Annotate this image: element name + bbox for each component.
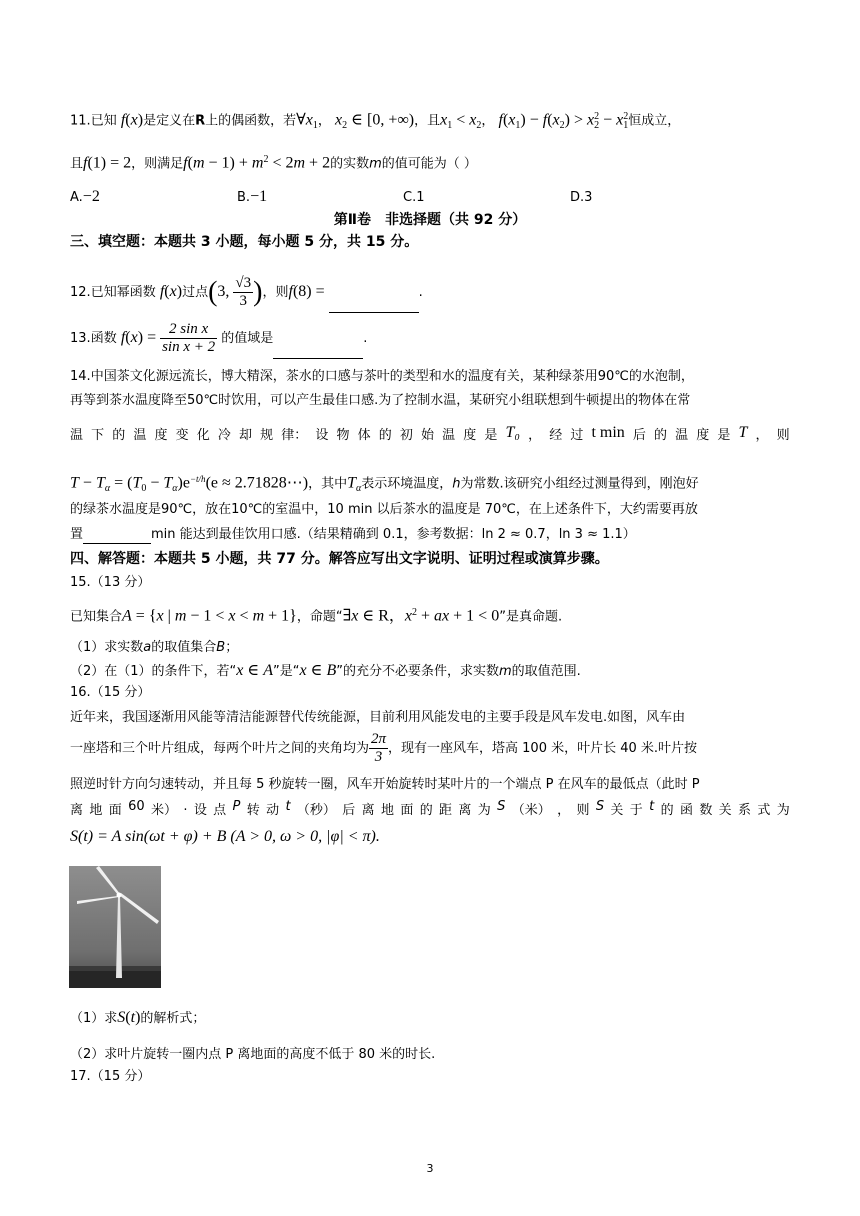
q14-line4 — [70, 470, 699, 498]
math: ) = — [137, 329, 161, 346]
text: ，命题“ — [296, 609, 343, 625]
math: ( — [187, 154, 193, 172]
text: 置 — [70, 527, 84, 542]
option-label: D. — [570, 190, 585, 205]
math: 1 — [515, 119, 521, 131]
question-number: 14. — [70, 369, 91, 384]
math: ( — [208, 276, 218, 308]
text: （1）求 — [70, 1011, 118, 1026]
text: 的实数 — [330, 156, 370, 172]
text-fragment: T₀ — [505, 424, 520, 441]
text-fragment: 始 — [421, 428, 435, 443]
math: 0 — [141, 482, 147, 494]
text: ，则满足 — [131, 156, 184, 172]
fraction: $\frac{√3}{3}$ — [235, 275, 252, 309]
q14-line1 — [70, 368, 694, 386]
wind-turbine-photo — [69, 866, 161, 988]
text: B — [216, 640, 226, 655]
text-fragment: 函 — [679, 803, 693, 818]
text: 表示环境温度， — [361, 476, 453, 492]
text-fragment: P — [232, 799, 241, 814]
text-fragment: 则 — [576, 803, 590, 818]
text-fragment: 后 — [342, 803, 356, 818]
option-b — [237, 188, 267, 206]
answer-blank[interactable] — [329, 298, 419, 313]
text-fragment: 式 — [757, 803, 771, 818]
math: ( — [547, 111, 553, 129]
math: 2 — [342, 119, 348, 131]
answer-blank[interactable] — [83, 529, 151, 544]
math: ) — [135, 1009, 141, 1026]
math: + — [417, 607, 435, 625]
math: x — [228, 607, 236, 625]
text-fragment: 关 — [718, 803, 732, 818]
text: 是定义在 — [143, 113, 196, 129]
text-fragment: 温 — [442, 428, 456, 443]
text: 的解析式； — [140, 1011, 206, 1026]
text-fragment: 的 — [112, 428, 126, 443]
text-fragment: 的 — [660, 803, 674, 818]
math: x — [169, 283, 177, 300]
text: 函数 — [90, 331, 117, 346]
math: − — [146, 474, 164, 492]
math: α — [104, 482, 111, 494]
text-fragment: 温 — [675, 428, 689, 443]
math: B — [326, 662, 337, 679]
text-fragment: . — [183, 799, 188, 814]
text: min 能达到最佳饮用口感.（结果精确到 0.1，参考数据：ln 2 ≈ 0.7，ln 3 ≈ 1.1） — [151, 527, 636, 542]
text-fragment: 动 — [266, 803, 280, 818]
math: ) — [137, 111, 144, 129]
text: 的值可能为（ ） — [381, 156, 477, 172]
q16-part1 — [70, 1009, 205, 1028]
option-d — [570, 190, 592, 205]
q16-line1: 近年来，我国逐渐用风能等清洁能源替代传统能源，目前利用风能发电的主要手段是风车发电.如图，风车由 — [70, 710, 686, 725]
text: ”的充分不必要条件，求实数 — [336, 664, 499, 679]
math: ∈ — [243, 662, 264, 679]
text-fragment: 点 — [213, 803, 227, 818]
math: ∈ R， — [358, 607, 405, 625]
math: α — [172, 482, 178, 494]
question-number: 13. — [70, 331, 91, 346]
text-fragment: t min — [591, 424, 625, 441]
math: ∈ [0, +∞) — [347, 111, 415, 129]
q12 — [70, 272, 423, 313]
math: ∈ — [306, 662, 327, 679]
text: （1）求实数 — [70, 640, 144, 655]
q15-part2 — [70, 662, 581, 681]
text-fragment: 60 — [128, 799, 145, 814]
math: − — [599, 111, 617, 129]
math: m — [192, 154, 205, 172]
q16-formula: S(t) = A sin(ωt + φ) + B (A > 0, ω > 0, |φ| < π). — [70, 828, 380, 845]
text: 且 — [70, 156, 84, 172]
math: x — [335, 111, 343, 129]
text-fragment: 冷 — [217, 428, 231, 443]
text-fragment: 度 — [463, 428, 477, 443]
math: + 2 — [305, 154, 331, 172]
option-a — [70, 188, 100, 206]
question-number: 12. — [70, 285, 91, 300]
text-fragment: 过 — [570, 428, 584, 443]
math: x — [404, 607, 413, 625]
section-heading: 四、解答题：本题共 5 小题，共 77 分。解答应写出文字说明、证明过程或演算步骤。 — [70, 551, 609, 567]
text: a — [143, 640, 152, 655]
text-fragment: 规 — [260, 428, 274, 443]
math-fx: f — [120, 111, 126, 129]
math: T — [95, 474, 105, 492]
text: . — [363, 331, 368, 346]
math: T — [347, 474, 357, 492]
question-number: 11. — [70, 113, 91, 129]
math: 1 — [312, 119, 318, 131]
text-fragment: 却 — [239, 428, 253, 443]
text: 的取值范围. — [511, 664, 581, 679]
math: t — [130, 1009, 136, 1026]
math: < — [452, 111, 470, 129]
math: + 1} — [264, 607, 297, 625]
math: + 1 < 0 — [449, 607, 500, 625]
math: −t/h — [189, 474, 206, 484]
text-fragment: 米） — [150, 803, 177, 818]
math: f — [542, 111, 548, 129]
text-fragment: 设 — [193, 803, 207, 818]
text: ”是“ — [273, 664, 300, 679]
text: 一座塔和三个叶片组成，每两个叶片之间的夹角均为 — [70, 741, 370, 756]
text-fragment: 变 — [175, 428, 189, 443]
math: (8) = — [292, 283, 329, 300]
math: 2 — [263, 154, 269, 165]
text-fragment: 关 — [610, 803, 624, 818]
answer-blank[interactable] — [273, 344, 363, 359]
text-fragment: 离 — [361, 803, 375, 818]
option-label: B. — [237, 190, 251, 205]
q15-line1 — [70, 604, 562, 626]
math-forall: ∀ — [296, 111, 306, 129]
math: ( — [125, 111, 131, 129]
text-fragment: 的 — [419, 803, 433, 818]
text: m — [498, 664, 512, 679]
math: ) — [253, 276, 263, 308]
text-fragment: S — [497, 799, 506, 814]
text-fragment: 度 — [154, 428, 168, 443]
text: ， — [317, 113, 331, 129]
text-fragment: 后 — [632, 428, 646, 443]
math: 2 — [559, 119, 565, 131]
q16-part2: （2）求叶片旋转一圈内点 P 离地面的高度不低于 80 米的时长. — [70, 1047, 436, 1062]
text: 的取值集合 — [151, 640, 217, 655]
text: ，现有一座风车，塔高 100 米，叶片长 40 米.叶片按 — [388, 741, 698, 756]
text-fragment: 体 — [357, 428, 371, 443]
text: ； — [225, 640, 239, 655]
text-fragment: ， — [528, 428, 542, 443]
math: x — [440, 111, 448, 129]
math: α — [356, 482, 362, 494]
math: = { — [131, 607, 157, 625]
text-fragment: ， — [755, 428, 769, 443]
text-fragment: 离 — [70, 803, 84, 818]
page-number: 3 — [426, 1162, 434, 1175]
text-fragment: 面 — [400, 803, 414, 818]
text-fragment: 度 — [696, 428, 710, 443]
math: − 1) + — [204, 154, 252, 172]
math: T — [70, 474, 79, 492]
option-value: −1 — [250, 188, 268, 205]
text: ， — [481, 113, 495, 129]
text-fragment: 地 — [89, 803, 103, 818]
math: f — [83, 154, 88, 172]
math: m — [252, 607, 265, 625]
math: A — [263, 662, 274, 679]
text-fragment: 数 — [699, 803, 713, 818]
text-fragment: 是 — [717, 428, 731, 443]
q14-line6 — [70, 526, 636, 544]
option-c — [403, 190, 425, 205]
text: ，且 — [414, 113, 441, 129]
text-fragment: 下 — [91, 428, 105, 443]
text-fragment: 转 — [246, 803, 260, 818]
math: − — [78, 474, 96, 492]
math: = ( — [110, 474, 133, 492]
text: 中国茶文化源远流长，博大精深，茶水的口感与茶叶的类型和水的温度有关，某种绿茶用90℃的水泡制， — [90, 369, 694, 384]
math: )e — [177, 474, 190, 492]
text-fragment: t — [285, 799, 291, 814]
q16-line4 — [70, 799, 790, 818]
q16-line2 — [70, 726, 697, 772]
set-R: R — [195, 113, 206, 129]
text-fragment: 律： — [281, 428, 308, 443]
math: f — [288, 283, 293, 300]
text: 上的偶函数，若 — [205, 113, 297, 129]
fraction: $\frac{\text{2 sin x}}{\text{sin x + 2}}$ — [162, 321, 216, 355]
section-title: 第Ⅱ卷 非选择题（共 92 分） — [333, 212, 527, 228]
text-fragment: 设 — [315, 428, 329, 443]
math: ax — [434, 607, 450, 625]
q13 — [70, 318, 367, 359]
math: f — [120, 329, 126, 346]
option-value: −2 — [82, 188, 100, 205]
text: h — [452, 476, 461, 492]
text-fragment: 离 — [458, 803, 472, 818]
text: 为常数.该研究小组经过测量得到，刚泡好 — [460, 476, 699, 492]
text-fragment: 经 — [549, 428, 563, 443]
math: 2 — [412, 607, 418, 618]
math: T — [163, 474, 173, 492]
text-fragment: 温 — [70, 428, 84, 443]
math: x — [236, 662, 244, 679]
text-fragment: 则 — [776, 428, 790, 443]
wind-turbine-image — [69, 866, 161, 988]
math: ( — [125, 1009, 131, 1026]
text-fragment: ， — [557, 803, 571, 818]
math: ( — [164, 283, 170, 300]
text: 已知集合 — [70, 609, 123, 625]
text-fragment: （秒） — [296, 803, 336, 818]
q17-head: 17.（15 分） — [70, 1069, 151, 1084]
math: 1 — [447, 119, 453, 131]
math: < — [235, 607, 253, 625]
text-fragment: t — [649, 799, 655, 814]
text: . — [418, 285, 423, 300]
text-fragment: 面 — [108, 803, 122, 818]
math: T — [132, 474, 142, 492]
math: S — [117, 1009, 126, 1026]
math: 2 — [623, 111, 629, 122]
text-fragment: （米） — [511, 803, 551, 818]
text: 的值域是 — [221, 331, 274, 346]
text: ，其中 — [308, 476, 348, 492]
var-m: m — [369, 156, 382, 172]
math: − 1 < — [186, 607, 229, 625]
math: (1) = 2 — [87, 154, 132, 172]
text-fragment: 初 — [399, 428, 413, 443]
text: （2）在（1）的条件下，若“ — [70, 664, 237, 679]
math: x — [351, 607, 359, 625]
math: 1 — [623, 119, 629, 131]
q14-line2: 再等到茶水温度降至50℃时饮用，可以产生最佳口感.为了控制水温，某研究小组联想到牛顿提出的物体在常 — [70, 393, 691, 408]
math: ) − — [520, 111, 543, 129]
text: ”是真命题. — [499, 609, 563, 625]
math: ( — [502, 111, 509, 129]
text: 已知 — [90, 113, 117, 129]
text-fragment: 化 — [196, 428, 210, 443]
text-fragment: 系 — [738, 803, 752, 818]
math: x — [299, 662, 307, 679]
math: x — [587, 111, 595, 129]
q15-part1 — [70, 639, 238, 657]
text-fragment: 于 — [629, 803, 643, 818]
q16-line3: 照逆时针方向匀速转动，并且每 5 秒旋转一圈，风车开始旋转时某叶片的一个端点 P 在风车的最低点（此时 P — [70, 777, 700, 792]
math: x — [616, 111, 624, 129]
q14-line3 — [70, 424, 790, 443]
text-fragment: 的 — [378, 428, 392, 443]
text-fragment: 距 — [439, 803, 453, 818]
math: x — [469, 111, 477, 129]
text-fragment: 是 — [484, 428, 498, 443]
math: x — [130, 111, 138, 129]
math: x — [552, 111, 560, 129]
option-label: C. — [403, 190, 417, 205]
q14-line5: 的绿茶水温度是90℃，放在10℃的室温中，10 min 以后茶水的温度是 70℃，在上述条件下，大约需要再放 — [70, 502, 698, 517]
text-fragment: S — [595, 799, 605, 814]
math: f — [183, 154, 188, 172]
text: 恒成立， — [628, 113, 681, 129]
fraction: $\frac{2\pi}{3}$ — [371, 731, 387, 765]
section-heading: 三、填空题：本题共 3 小题，每小题 5 分，共 15 分。 — [70, 234, 419, 250]
math: ) — [176, 283, 183, 300]
math: ∃ — [342, 607, 352, 625]
text: ，则 — [262, 285, 289, 300]
text: 过点 — [182, 285, 209, 300]
math: f — [498, 111, 503, 129]
math: ) > — [564, 111, 587, 129]
math: 2 — [476, 119, 482, 131]
q11-line2 — [70, 151, 477, 173]
math: m — [174, 607, 187, 625]
math: A — [122, 607, 132, 625]
math: 2 — [594, 119, 600, 131]
math: ( — [125, 329, 131, 346]
math: f — [159, 283, 165, 300]
text-fragment: T — [738, 424, 748, 441]
text-fragment: 的 — [654, 428, 668, 443]
math: < 2 — [268, 154, 294, 172]
text-fragment: 温 — [133, 428, 147, 443]
math: | — [163, 607, 175, 625]
q16-head: 16.（15 分） — [70, 685, 151, 700]
text-fragment: 地 — [380, 803, 394, 818]
option-value: 3 — [584, 190, 593, 205]
text-fragment: 物 — [336, 428, 350, 443]
text-fragment: 为 — [776, 803, 790, 818]
math: m — [251, 154, 264, 172]
text-fragment: 为 — [477, 803, 491, 818]
option-value: 1 — [416, 190, 425, 205]
q15-head: 15.（13 分） — [70, 575, 151, 590]
math: 2 — [594, 111, 600, 122]
q11-line1 — [70, 108, 680, 135]
text: 已知幂函数 — [90, 285, 156, 300]
math: x — [508, 111, 516, 129]
math: x — [130, 329, 138, 346]
option-label: A. — [70, 190, 83, 205]
math: x — [305, 111, 313, 129]
math: x — [156, 607, 164, 625]
math: (e ≈ 2.71828⋯) — [205, 474, 309, 492]
math: 3, — [217, 283, 234, 300]
math: m — [293, 154, 306, 172]
